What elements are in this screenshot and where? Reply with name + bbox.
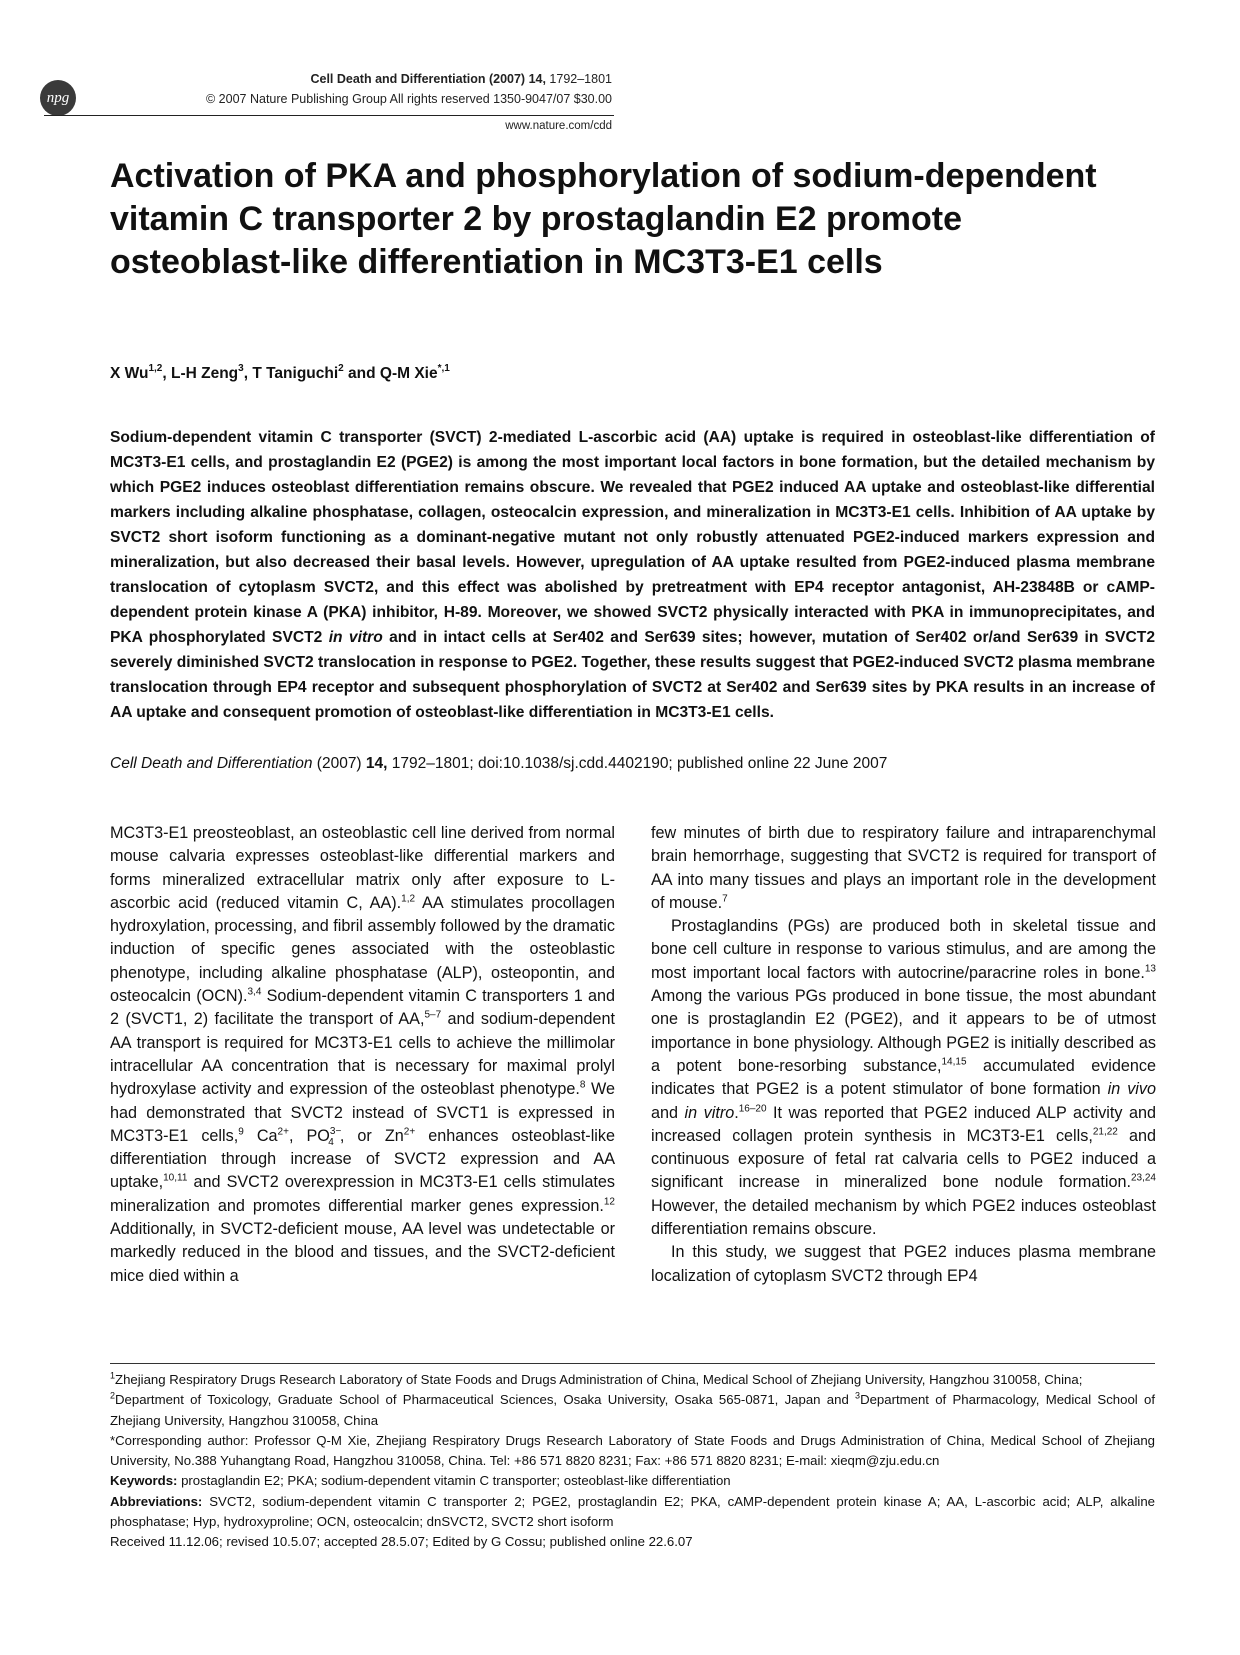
reference-citation[interactable]: 16–20 [738, 1103, 767, 1115]
article-title: Activation of PKA and phosphorylation of sodium-dependent vitamin C transporter 2 by prostaglandin E2 promote osteoblast-like differentiation in MC3T3-E1 cells [110, 157, 1097, 281]
author-separator: , [162, 365, 171, 382]
affiliation-text: Department of Toxicology, Graduate School of Pharmaceutical Sciences, Osaka University, Osaka 565-0871, Japan and [115, 1392, 856, 1408]
author-affiliation: 3 [238, 363, 244, 374]
reference-citation[interactable]: 9 [238, 1126, 244, 1138]
body-text: Sodium-dependent vitamin C transporters 1 and 2 (SVCT1, 2) facilitate the transport of AA, [110, 987, 615, 1029]
journal-name: Cell Death and Differentiation (2007) 14, [310, 72, 546, 86]
affiliation-text: Zhejiang Respiratory Drugs Research Laboratory of State Foods and Drugs Administration of China, Medical School of Zhejiang University, Hangzhou 310058, China; [115, 1372, 1083, 1387]
abbreviations-text: SVCT2, sodium-dependent vitamin C transporter 2; PGE2, prostaglandin E2; PKA, cAMP-dependent protein kinase A; AA, L-ascorbic acid; ALP, alkaline phosphatase; Hyp, hydroxyproline; OCN, osteocalcin; dnSVCT2, SVCT2 short isoform [110, 1493, 1155, 1530]
body-text: accumulated evidence indicates that PGE2 is a potent stimulator of bone formation [651, 1056, 1156, 1099]
reference-citation[interactable]: 10,11 [163, 1173, 188, 1185]
body-text: , or Zn [339, 1126, 404, 1145]
citation-volume: 14, [365, 755, 388, 772]
affiliation-text: Department of Pharmacology, Medical School of Zhejiang University, Hangzhou 310058, China [110, 1392, 1155, 1428]
body-paragraph [651, 822, 1156, 915]
abstract-text: and in intact cells at Ser402 and Ser639 sites; however, mutation of Ser402 or/and Ser639 in SVCT2 severely diminished SVCT2 translocation in response to PGE2. Together, these results suggest that PGE2-induced SVCT2 plasma membrane translocation through EP4 receptor and subsequent phosphorylation of SVCT2 at Ser402 and Ser639 sites by PKA results in an increase of AA uptake and consequent promotion of osteoblast-like differentiation in MC3T3-E1 cells. [110, 629, 1155, 721]
affiliation-marker: 3 [855, 1390, 861, 1401]
article-citation [110, 755, 887, 773]
ion-charge: 2+ [277, 1126, 289, 1138]
keywords [110, 1471, 1155, 1491]
footnotes [110, 1370, 1155, 1553]
body-text: Additionally, in SVCT2-deficient mouse, AA level was undetectable or markedly reduced in the blood and tissues, and the SVCT2-deficient mice died within a [110, 1220, 615, 1285]
reference-citation[interactable]: 3,4 [247, 986, 262, 998]
reference-citation[interactable]: 12 [603, 1196, 615, 1208]
body-text: Prostaglandins (PGs) are produced both in skeletal tissue and bone cell culture in response to various stimulus, and are among the most important local factors with autocrine/paracrine roles in bone. [651, 917, 1156, 982]
author-name: L-H Zeng [171, 365, 239, 382]
ion-subscript: 4 [328, 1137, 334, 1149]
body-paragraph: In this study, we suggest that PGE2 induces plasma membrane localization of cytoplasm SVCT2 through EP4 [651, 1243, 1156, 1285]
keywords-text: prostaglandin E2; PKA; sodium-dependent vitamin C transporter; osteoblast-like differentiation [177, 1473, 731, 1489]
body-text: and continuous exposure of fetal rat calvaria cells to PGE2 induced a significant increase in mineralized bone nodule formation. [651, 1126, 1156, 1192]
body-italic: in vivo [1107, 1080, 1156, 1099]
body-text: and SVCT2 overexpression in MC3T3-E1 cells stimulates mineralization and promotes differential marker genes expression. [110, 1173, 615, 1215]
author-separator: and [343, 365, 380, 382]
body-paragraph [110, 822, 615, 1288]
author-separator: , [243, 365, 253, 382]
body-italic: in vitro [684, 1103, 735, 1122]
reference-citation[interactable]: 21,22 [1092, 1126, 1118, 1138]
author-name: Q-M Xie [379, 365, 438, 382]
body-text: Among the various PGs produced in bone tissue, the most abundant one is prostaglandin E2 (PGE2), and it appears to be of utmost importance in bone physiology. Although PGE2 is initially described as a potent bone-resorbing substance, [651, 987, 1156, 1075]
author-affiliation: 2 [338, 363, 344, 374]
author-affiliation: 1,2 [148, 363, 163, 374]
reference-citation[interactable]: 1,2 [401, 893, 416, 905]
npg-logo: npg [40, 80, 76, 116]
author-name: X Wu [110, 365, 149, 382]
journal-reference [310, 72, 612, 86]
author-list [110, 363, 450, 383]
author-affiliation: *,1 [437, 363, 450, 374]
citation-journal: Cell Death and Differentiation [110, 755, 313, 772]
citation-year: (2007) [312, 755, 366, 772]
body-text: . [734, 1103, 739, 1122]
body-text: We had demonstrated that SVCT2 instead of SVCT1 is expressed in MC3T3-E1 cells, [110, 1080, 615, 1145]
journal-url[interactable]: www.nature.com/cdd [505, 120, 612, 132]
reference-citation[interactable]: 7 [722, 893, 728, 905]
citation-rest: 1792–1801; doi:10.1038/sj.cdd.4402190; published online 22 June 2007 [387, 755, 888, 772]
body-text: Ca [243, 1126, 278, 1145]
journal-pages: 1792–1801 [545, 72, 612, 86]
abstract-text: Sodium-dependent vitamin C transporter (SVCT) 2-mediated L-ascorbic acid (AA) uptake is required in osteoblast-like differentiation of MC3T3-E1 cells, and prostaglandin E2 (PGE2) is among the most important local factors in bone formation, but the detailed mechanism by which PGE2 induces osteoblast differentiation remains obscure. We revealed that PGE2 induced AA uptake and osteoblast-like differential markers including alkaline phosphatase, collagen, osteocalcin expression, and mineralization in MC3T3-E1 cells. Inhibition of AA uptake by SVCT2 short isoform functioning as a dominant-negative mutant not only robustly attenuated PGE2-induced markers expression and mineralization, but also decreased their basal levels. However, upregulation of AA uptake resulted from PGE2-induced plasma membrane translocation of cytoplasm SVCT2, and this effect was abolished by pretreatment with EP4 receptor antagonist, AH-23848B or cAMP-dependent protein kinase A (PKA) inhibitor, H-89. Moreover, we showed SVCT2 physically interacted with PKA in immunoprecipitates, and PKA phosphorylated SVCT2 [110, 429, 1155, 646]
footnote-rule [110, 1363, 1155, 1364]
body-text: However, the detailed mechanism by which PGE2 induces osteoblast differentiation remains obscure. [651, 1196, 1156, 1239]
header-rule [44, 115, 614, 116]
body-paragraph [651, 915, 1156, 1241]
abstract-italic: in vitro [328, 629, 383, 646]
abstract [110, 425, 1155, 725]
reference-citation[interactable]: 8 [579, 1079, 586, 1091]
body-text: MC3T3-E1 preosteoblast, an osteoblastic cell line derived from normal mouse calvaria expresses osteoblast-like differential markers and forms mineralized extracellular matrix only after exposure to L-ascorbic acid (reduced vitamin C, AA). [110, 824, 615, 912]
abbreviations [110, 1492, 1155, 1533]
body-text: , PO [288, 1126, 330, 1145]
affiliations [110, 1370, 1155, 1431]
ion-charge: 3− [329, 1126, 342, 1138]
reference-citation[interactable]: 13 [1144, 963, 1156, 975]
keywords-label: Keywords: [110, 1473, 178, 1489]
body-column-right [651, 822, 1156, 1288]
body-text: and sodium-dependent AA transport is required for MC3T3-E1 cells to achieve the millimolar intracellular AA concentration that is necessary for maximal prolyl hydroxylase activity and expression of the osteoblast phenotype. [110, 1010, 615, 1099]
body-text: AA stimulates procollagen hydroxylation, processing, and fibril assembly followed by the dramatic induction of specific genes associated with the osteoblastic phenotype, including alkaline phosphatase (ALP), osteopontin, and osteocalcin (OCN). [110, 893, 615, 1006]
reference-citation[interactable]: 23,24 [1130, 1173, 1156, 1185]
body-text: enhances osteoblast-like differentiation through increase of SVCT2 expression and AA uptake, [110, 1126, 615, 1192]
reference-citation[interactable]: 14,15 [941, 1056, 967, 1068]
ion-charge: 2+ [403, 1126, 416, 1138]
affiliation-marker: 1 [110, 1370, 116, 1381]
body-text: and [651, 1103, 685, 1122]
corresponding-author: *Corresponding author: Professor Q-M Xie, Zhejiang Respiratory Drugs Research Laboratory of State Foods and Drugs Administration of China, Medical School of Zhejiang University, No.388 Yuhangtang Road, Hangzhou 310058, China. Tel: +86 571 8820 8231; Fax: +86 571 8820 8231; E-mail: xieqm@zju.edu.cn [110, 1432, 1155, 1469]
author-name: T Taniguchi [252, 365, 339, 382]
received-dates: Received 11.12.06; revised 10.5.07; accepted 28.5.07; Edited by G Cossu; published online 22.6.07 [110, 1534, 693, 1550]
reference-citation[interactable]: 5–7 [424, 1009, 442, 1021]
body-text: few minutes of birth due to respiratory failure and intraparenchymal brain hemorrhage, suggesting that SVCT2 is required for transport of AA into many tissues and plays an important role in the development of mouse. [651, 824, 1156, 912]
copyright-line: © 2007 Nature Publishing Group All rights reserved 1350-9047/07 $30.00 [206, 92, 612, 106]
affiliation-marker: 2 [110, 1390, 116, 1401]
body-text: It was reported that PGE2 induced ALP activity and increased collagen protein synthesis in MC3T3-E1 cells, [651, 1103, 1156, 1145]
body-column-left [110, 822, 615, 1288]
abbreviations-label: Abbreviations: [110, 1493, 203, 1509]
